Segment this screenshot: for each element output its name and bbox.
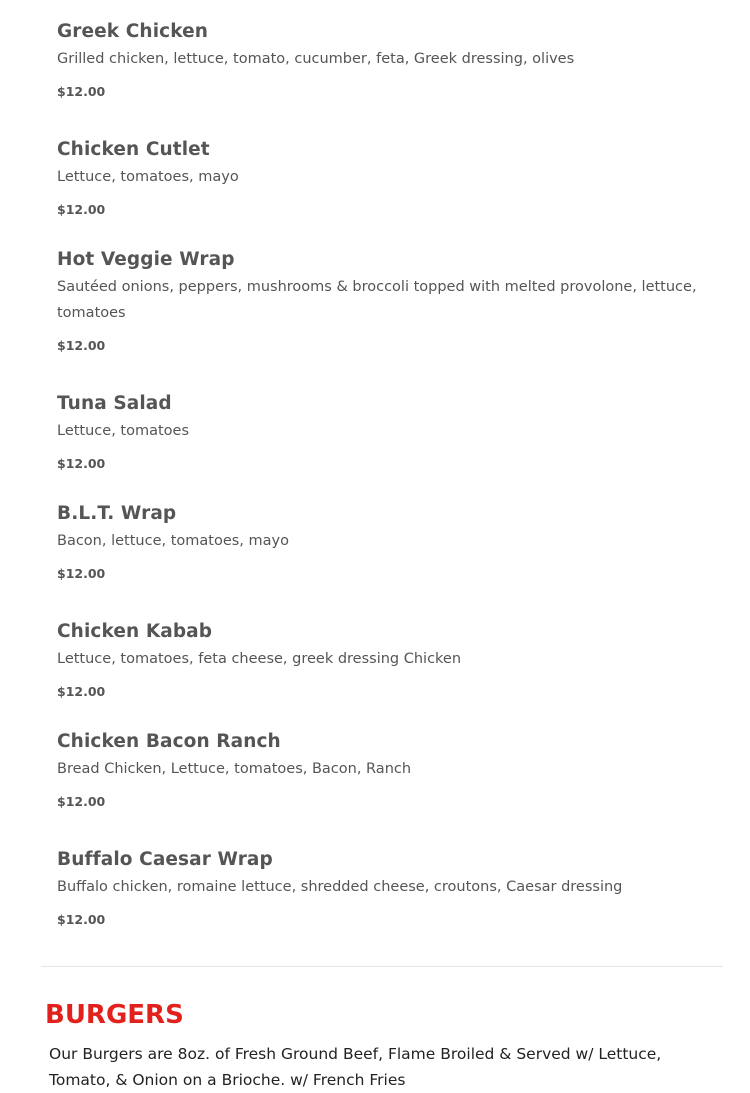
item-name: Chicken Cutlet (57, 139, 210, 160)
section-title-burgers: BURGERS (45, 1000, 184, 1030)
item-description: Lettuce, tomatoes, mayo (57, 169, 239, 185)
section-divider (41, 966, 723, 967)
item-description: Buffalo chicken, romaine lettuce, shredded cheese, croutons, Caesar dressing (57, 879, 623, 895)
section-description-burgers: Our Burgers are 8oz. of Fresh Ground Beef, Flame Broiled & Served w/ Lettuce, Tomato, & Onion on a Brioche. w/ French Fries (49, 1045, 662, 1089)
item-name: Buffalo Caesar Wrap (57, 849, 273, 870)
item-price: $12.00 (57, 912, 106, 927)
item-name: B.L.T. Wrap (57, 503, 177, 524)
item-price: $12.00 (57, 794, 106, 809)
item-name: Chicken Bacon Ranch (57, 731, 281, 752)
item-price: $12.00 (57, 566, 106, 581)
item-description: Lettuce, tomatoes, feta cheese, greek dressing Chicken (57, 651, 462, 667)
item-name: Greek Chicken (57, 21, 209, 42)
item-price: $12.00 (57, 338, 106, 353)
item-name: Hot Veggie Wrap (57, 249, 235, 270)
item-price: $12.00 (57, 684, 106, 699)
item-price: $12.00 (57, 202, 106, 217)
item-name: Tuna Salad (57, 393, 172, 414)
item-description: Lettuce, tomatoes (57, 423, 190, 439)
item-description: Bacon, lettuce, tomatoes, mayo (57, 533, 289, 549)
item-price: $12.00 (57, 456, 106, 471)
item-description: Sautéed onions, peppers, mushrooms & broccoli topped with melted provolone, lettuce, tomatoes (57, 279, 697, 321)
item-name: Chicken Kabab (57, 621, 213, 642)
item-description: Grilled chicken, lettuce, tomato, cucumber, feta, Greek dressing, olives (57, 51, 575, 67)
item-price: $12.00 (57, 84, 106, 99)
item-description: Bread Chicken, Lettuce, tomatoes, Bacon, Ranch (57, 761, 412, 777)
